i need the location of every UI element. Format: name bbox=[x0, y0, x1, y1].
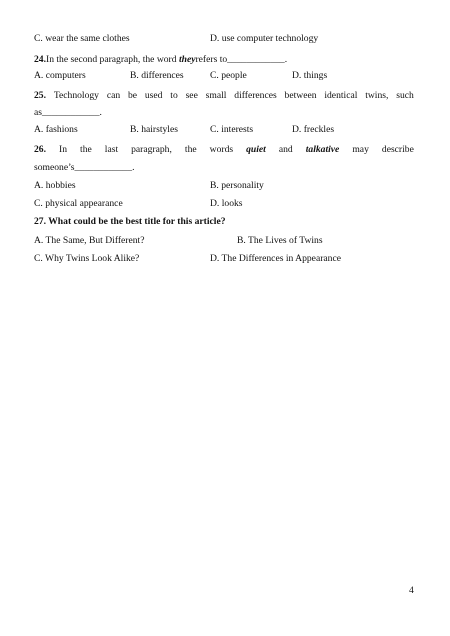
q25-question-line1 bbox=[34, 90, 414, 102]
q26-number: 26. bbox=[34, 144, 46, 155]
q24-keyword: they bbox=[178, 54, 196, 65]
q26-word: In bbox=[59, 144, 68, 155]
q25-word: see bbox=[185, 90, 198, 101]
q25-word: be bbox=[127, 90, 138, 101]
q24-text-before: In the second paragraph, the word bbox=[46, 54, 179, 65]
q24-option-c: C. people bbox=[210, 70, 247, 81]
q27-question: 27. What could be the best title for this article? bbox=[34, 216, 226, 227]
q25-word: used bbox=[144, 90, 163, 101]
q25-question-line2: as____________. bbox=[34, 107, 102, 118]
q25-word: between bbox=[284, 90, 317, 101]
q26-question-line1 bbox=[34, 144, 414, 156]
q24-text-after: refers to____________. bbox=[195, 54, 288, 65]
q26-word: words bbox=[209, 144, 234, 155]
q25-word: identical bbox=[324, 90, 358, 101]
q23-option-c: C. wear the same clothes bbox=[34, 33, 130, 44]
q27-option-a: A. The Same, But Different? bbox=[34, 235, 145, 246]
q27-option-c: C. Why Twins Look Alike? bbox=[34, 253, 140, 264]
q25-word: Technology bbox=[53, 90, 99, 101]
q26-word: may bbox=[352, 144, 369, 155]
q24-option-a: A. computers bbox=[34, 70, 86, 81]
q25-word: small bbox=[205, 90, 227, 101]
q25-word: can bbox=[106, 90, 121, 101]
q25-option-d: D. freckles bbox=[292, 124, 335, 135]
q26-option-d: D. looks bbox=[210, 198, 243, 209]
q25-option-c: C. interests bbox=[210, 124, 254, 135]
page-number: 4 bbox=[409, 585, 414, 596]
q26-option-b: B. personality bbox=[210, 180, 264, 191]
q26-word: and bbox=[278, 144, 293, 155]
q26-keyword-talkative: talkative bbox=[305, 144, 340, 155]
q26-question-line2: someone’s____________. bbox=[34, 162, 135, 173]
q25-number: 25. bbox=[34, 90, 46, 101]
q26-word: last bbox=[104, 144, 119, 155]
q25-word: differences bbox=[234, 90, 277, 101]
q26-option-c: C. physical appearance bbox=[34, 198, 123, 209]
q25-word: to bbox=[170, 90, 178, 101]
q26-word: the bbox=[80, 144, 92, 155]
q24-number: 24. bbox=[34, 54, 46, 65]
q25-option-b: B. hairstyles bbox=[130, 124, 178, 135]
q26-word: the bbox=[184, 144, 197, 155]
q26-option-a: A. hobbies bbox=[34, 180, 76, 191]
q24-option-d: D. things bbox=[292, 70, 328, 81]
q26-word: paragraph, bbox=[131, 144, 172, 155]
q25-option-a: A. fashions bbox=[34, 124, 78, 135]
q26-word: describe bbox=[381, 144, 414, 155]
q26-keyword-quiet: quiet bbox=[246, 144, 266, 155]
q27-option-d: D. The Differences in Appearance bbox=[210, 253, 341, 264]
q25-word: twins, bbox=[365, 90, 389, 101]
q23-option-d: D. use computer technology bbox=[210, 33, 319, 44]
q24-option-b: B. differences bbox=[130, 70, 184, 81]
q24-question bbox=[34, 54, 287, 66]
q25-word: such bbox=[396, 90, 414, 101]
q27-option-b: B. The Lives of Twins bbox=[237, 235, 323, 246]
